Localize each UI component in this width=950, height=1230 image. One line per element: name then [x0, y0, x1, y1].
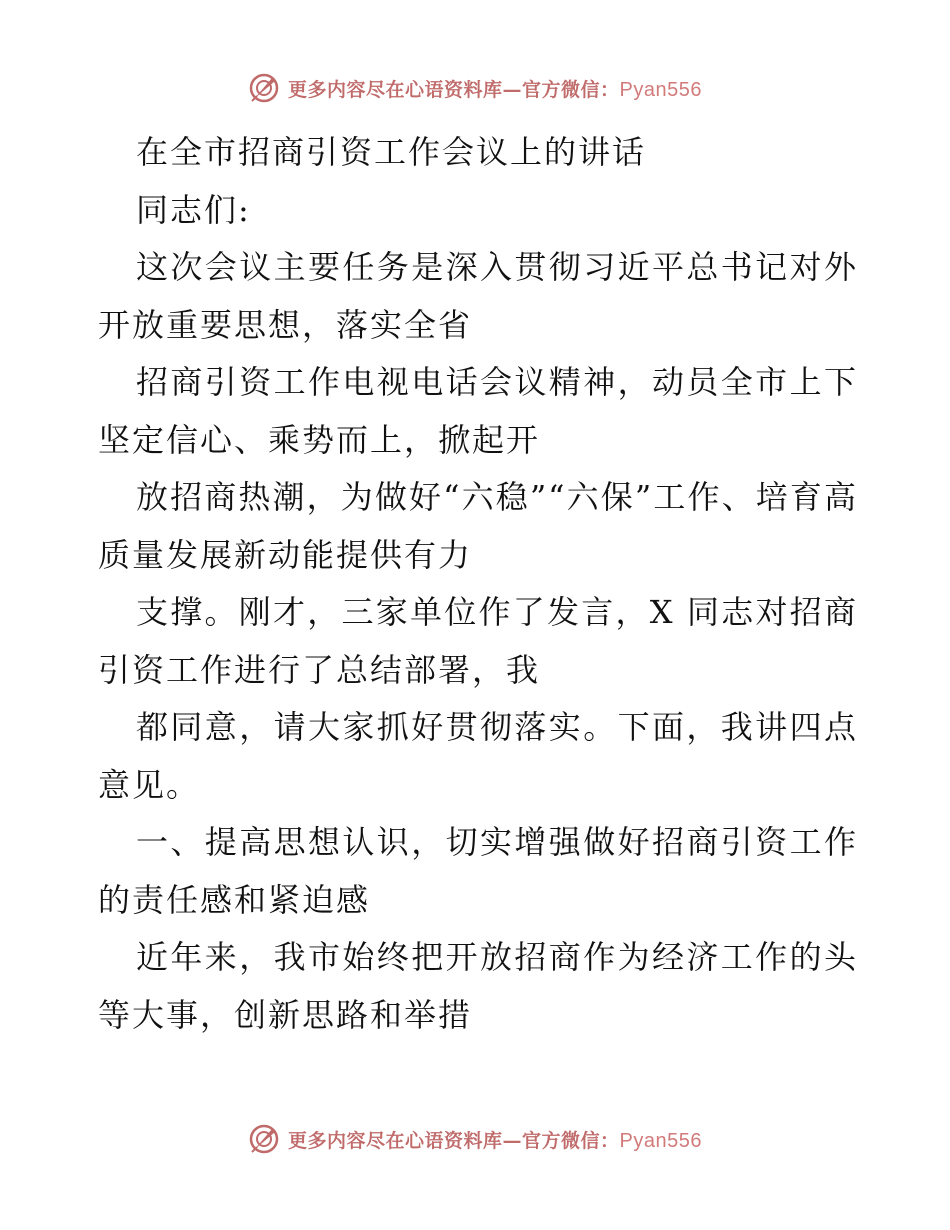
watermark-banner-bottom — [0, 1123, 950, 1155]
paragraph: 这次会议主要任务是深入贯彻习近平总书记对外开放重要思想，落实全省 — [98, 248, 858, 344]
watermark-text — [288, 1126, 702, 1153]
watermark-banner-top — [0, 72, 950, 104]
quill-logo-icon — [248, 72, 280, 104]
paragraph: 放招商热潮，为做好“六稳”“六保”工作、培育高质量发展新动能提供有力 — [98, 478, 858, 574]
watermark-id: Pyan556 — [619, 1129, 702, 1152]
paragraph: 近年来，我市始终把开放招商作为经济工作的头等大事，创新思路和举措 — [98, 938, 858, 1034]
paragraph: 招商引资工作电视电话会议精神，动员全市上下坚定信心、乘势而上，掀起开 — [98, 363, 858, 459]
quill-logo-icon — [248, 1123, 280, 1155]
paragraph: 都同意，请大家抓好贯彻落实。下面，我讲四点意见。 — [98, 708, 858, 804]
salutation: 同志们: — [136, 190, 251, 229]
watermark-label: 更多内容尽在心语资料库—官方微信： — [288, 78, 620, 101]
watermark-label: 更多内容尽在心语资料库—官方微信： — [288, 1129, 620, 1152]
document-title: 在全市招商引资工作会议上的讲话 — [136, 133, 647, 171]
watermark-id: Pyan556 — [619, 78, 702, 101]
document-body — [98, 124, 858, 1044]
section-heading: 一、提高思想认识，切实增强做好招商引资工作的责任感和紧迫感 — [98, 823, 858, 919]
paragraph: 支撑。刚才，三家单位作了发言，X 同志对招商引资工作进行了总结部署，我 — [98, 593, 858, 689]
watermark-text — [288, 75, 702, 102]
